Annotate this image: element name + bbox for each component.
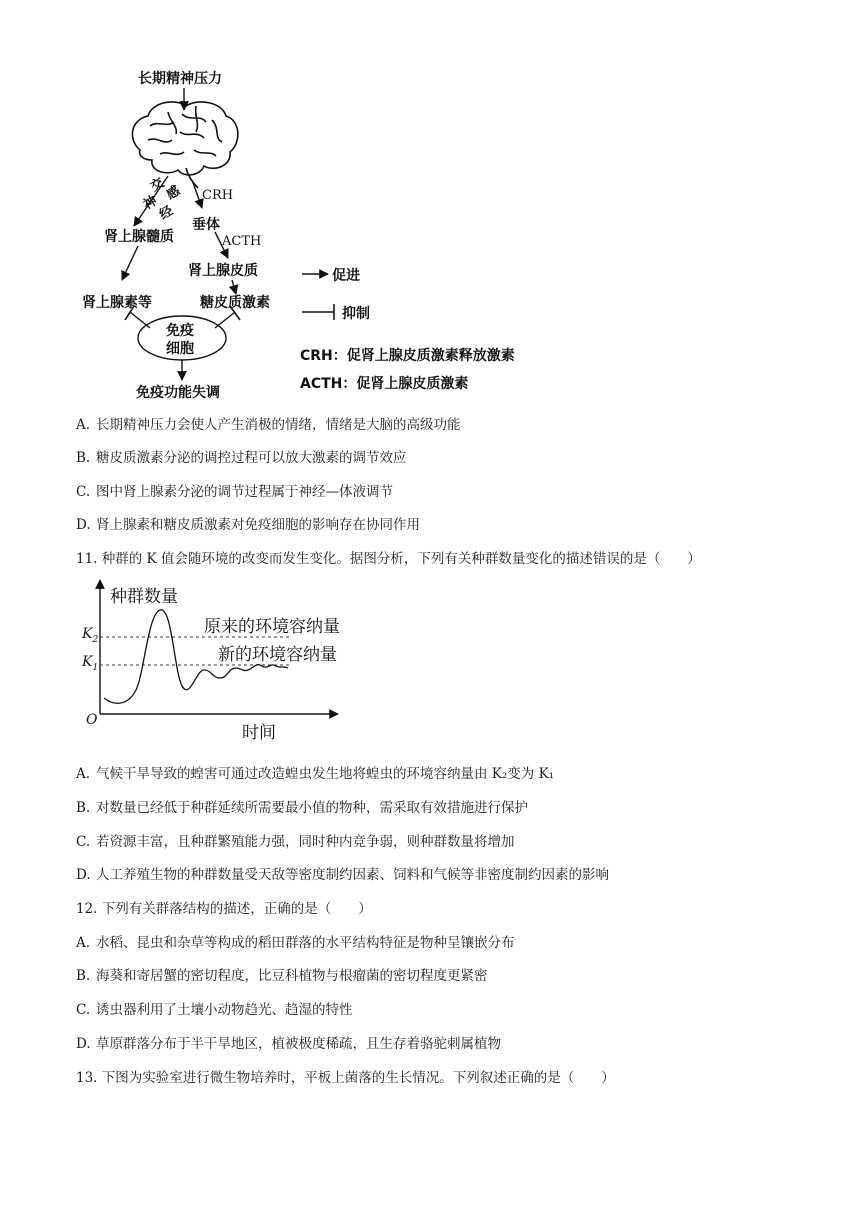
q11-option-d: D. 人工养殖生物的种群数量受天敌等密度制约因素、饲料和气候等非密度制约因素的影响 (76, 867, 609, 883)
pituitary-label: 垂体 (192, 217, 220, 233)
q12-option-a: A. 水稻、昆虫和杂草等构成的稻田群落的水平结构特征是物种呈镶嵌分布 (76, 935, 515, 951)
q12-option-b: B. 海葵和寄居蟹的密切程度，比豆科植物与根瘤菌的密切程度更紧密 (76, 968, 488, 984)
diagram-top-label: 长期精神压力 (138, 71, 222, 87)
immune-cell-label-1: 免疫 (166, 323, 194, 339)
graph-k1-label: $K_1$ (82, 654, 99, 673)
medulla-label: 肾上腺髓质 (104, 229, 174, 245)
q10-option-c: C. 图中肾上腺素分泌的调节过程属于神经—体液调节 (76, 484, 393, 500)
legend-inhibit-label: 抑制 (342, 306, 370, 322)
sympathetic-char-4: 经 (157, 203, 176, 223)
q10-option-a: A. 长期精神压力会使人产生消极的情绪，情绪是大脑的高级功能 (76, 417, 461, 433)
brain-icon (132, 102, 237, 188)
glucocorticoid-label: 糖皮质激素 (200, 295, 270, 311)
q13-stem: 13. 下图为实验室进行微生物培养时，平板上菌落的生长情况。下列叙述正确的是（ ） (76, 1070, 615, 1086)
q12-stem: 12. 下列有关群落结构的描述，正确的是（ ） (76, 901, 372, 917)
dysfunction-label: 免疫功能失调 (136, 385, 220, 401)
graph-old-capacity-label: 原来的环境容纳量 (204, 617, 340, 637)
graph-new-capacity-label: 新的环境容纳量 (218, 645, 337, 665)
crh-label: CRH (202, 188, 234, 203)
q11-option-b: B. 对数量已经低于种群延续所需要最小值的物种，需采取有效措施进行保护 (76, 800, 528, 816)
q11-option-c: C. 若资源丰富，且种群繁殖能力强，同时种内竞争弱，则种群数量将增加 (76, 834, 515, 850)
q11-stem: 11. 种群的 K 值会随环境的改变而发生变化。据图分析，下列有关种群数量变化的描述错误的是（ ） (76, 551, 701, 567)
q12-option-c: C. 诱虫器利用了土壤小动物趋光、趋湿的特性 (76, 1002, 353, 1018)
sympathetic-char-2: 感 (164, 183, 183, 203)
graph-origin: O (86, 712, 98, 728)
graph-ylabel: 种群数量 (110, 587, 178, 607)
acth-label: ACTH (222, 234, 262, 249)
graph-k2-label: $K_2$ (82, 626, 99, 645)
acth-definition: ACTH：促肾上腺皮质激素 (300, 376, 469, 392)
sympathetic-char-1: 交 (148, 175, 167, 195)
epinephrine-label: 肾上腺素等 (82, 295, 152, 311)
q12-option-d: D. 草原群落分布于半干旱地区，植被极度稀疏，且生存着骆驼刺属植物 (76, 1036, 501, 1052)
q10-option-d: D. 肾上腺素和糖皮质激素对免疫细胞的影响存在协同作用 (76, 517, 420, 533)
q11-option-a: A. 气候干旱导致的蝗害可通过改造蝗虫发生地将蝗虫的环境容纳量由 K₂变为 K₁ (76, 766, 555, 782)
crh-definition: CRH：促肾上腺皮质激素释放激素 (300, 348, 515, 364)
cortex-label: 肾上腺皮质 (188, 263, 258, 279)
legend-promote-label: 促进 (332, 268, 360, 284)
immune-cell-label-2: 细胞 (166, 341, 194, 357)
graph-xlabel: 时间 (242, 723, 276, 743)
q10-option-b: B. 糖皮质激素分泌的调控过程可以放大激素的调节效应 (76, 450, 407, 466)
sympathetic-char-3: 神 (141, 193, 160, 213)
